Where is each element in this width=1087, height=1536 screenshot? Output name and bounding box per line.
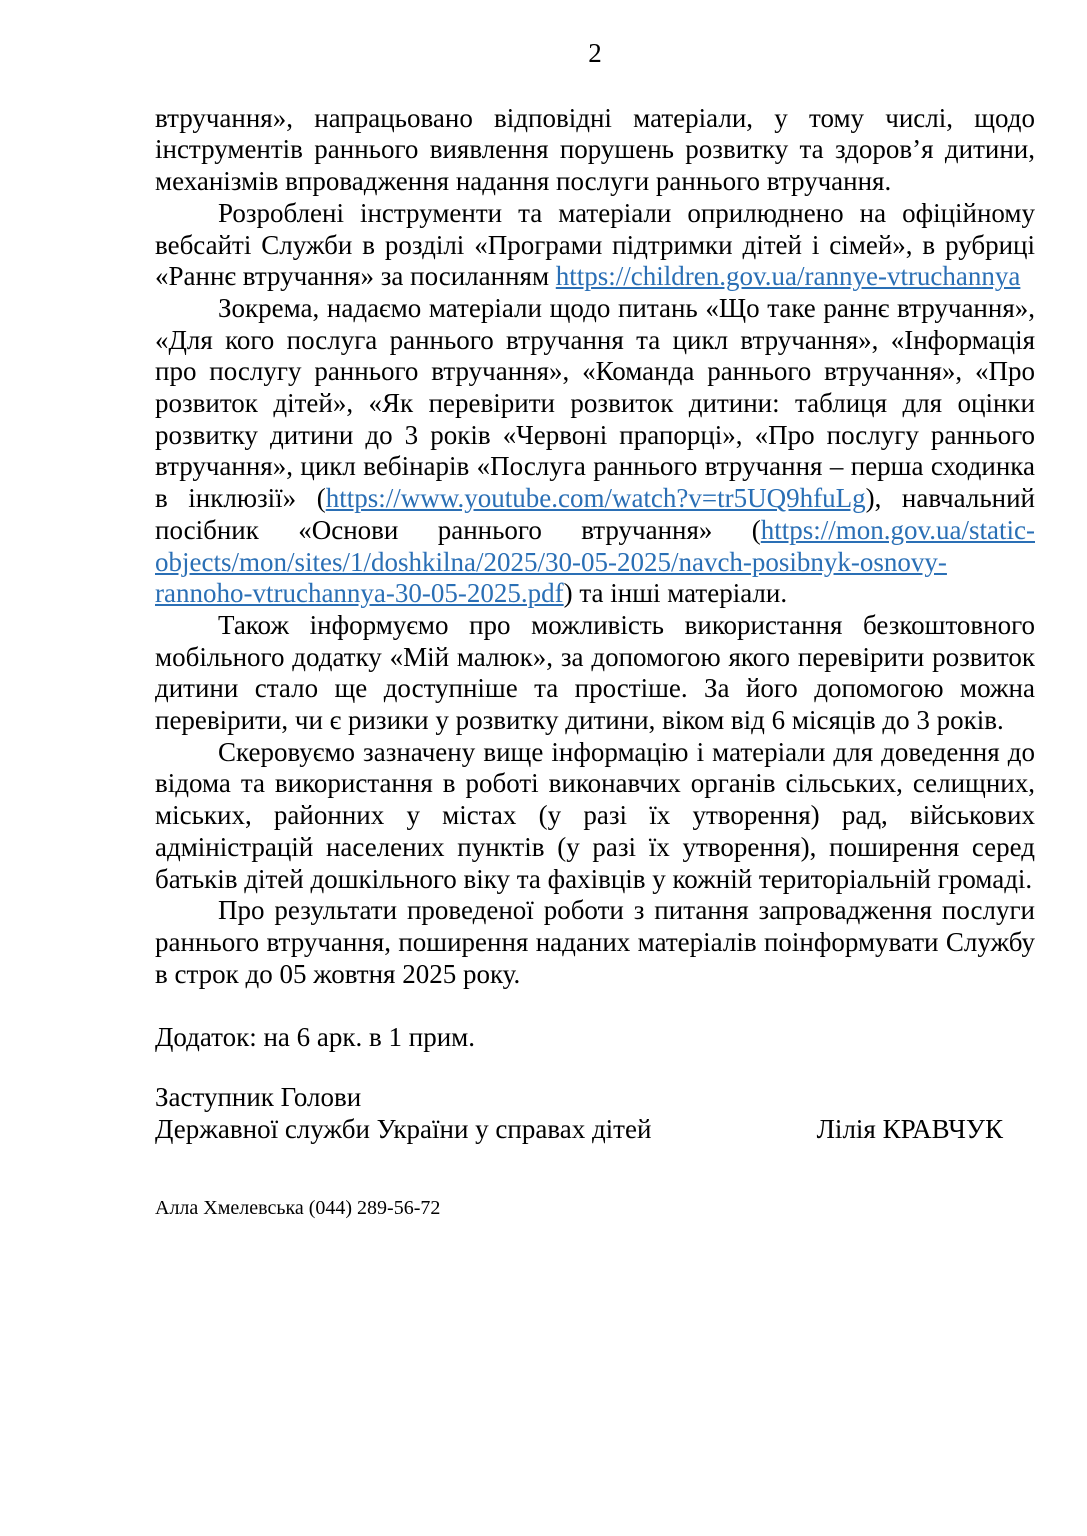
- paragraph-deadline: Про результати проведеної роботи з питання запровадження послуги раннього втручання, поширення наданих матеріалів поінформувати Службу в строк до 05 жовтня 2025 року.: [155, 895, 1035, 989]
- link-children-gov-ua[interactable]: https://children.gov.ua/rannye-vtruchannya: [555, 261, 1021, 292]
- paragraph-mobile-app: Також інформуємо про можливість використання безкоштовного мобільного додатку «Мій малюк», за допомогою якого перевірити розвиток дитини стало ще доступніше та простіше. За його допомогою можна перевірити, чи є ризики у розвитку дитини, віком від 6 місяців до 3 років.: [155, 609, 1035, 736]
- paragraph-materials-list-text-3: ) та інші матеріали.: [563, 578, 788, 609]
- paragraph-distribution: Скеровуємо зазначену вище інформацію і матеріали для доведення до відома та використання в роботі виконавчих органів сільських, селищних, міських, районних у містах (у разі їх утворення) рад, військових адміністрацій населених пунктів (у разі їх утворення), поширення серед батьків дітей дошкільного віку та фахівців у кожній територіальній громаді.: [155, 736, 1035, 894]
- attachment-note: Додаток: на 6 арк. в 1 прим.: [155, 1022, 475, 1053]
- signatory-name: Лілія КРАВЧУК: [816, 1113, 1003, 1144]
- paragraph-website-info-text: Розроблені інструменти та матеріали оприлюднено на офіційному вебсайті Служби в розділі «Програми підтримки дітей і сімей», в рубриці «Раннє втручання» за посиланням: [155, 197, 1035, 292]
- page-number: 2: [588, 38, 602, 68]
- paragraph-materials-list-text-1: Зокрема, надаємо матеріали щодо питань «Що таке раннє втручання», «Для кого послуга раннього втручання та цикл втручання», «Інформація про послугу раннього втручання», «Команда раннього втручання», «Про розвиток дітей», «Як перевірити розвиток дитини: таблиця для оцінки розвитку дитини до 3 років «Червоні прапорці», «Про послугу раннього втручання», цикл вебінарів «Послуга раннього втручання – перша сходинка в інклюзії» (: [155, 292, 1035, 514]
- paragraph-materials-list-text-2: ), навчальний посібник «Основи раннього втручання» (: [155, 483, 1035, 545]
- signature-position-line1: Заступник Голови: [155, 1082, 362, 1113]
- signature-row: [155, 1114, 1035, 1146]
- paragraph-materials-list: [155, 293, 1035, 610]
- link-youtube-webinar[interactable]: https://www.youtube.com/watch?v=tr5UQ9hfuLg: [325, 483, 866, 514]
- signature-position-line2: Державної служби України у справах дітей: [155, 1113, 652, 1144]
- signature-block: [155, 1082, 1035, 1145]
- paragraph-continuation: втручання», напрацьовано відповідні матеріали, у тому числі, щодо інструментів раннього виявлення порушень розвитку та здоров’я дитини, механізмів впровадження надання послуги раннього втручання.: [155, 102, 1035, 197]
- paragraph-website-info: [155, 198, 1035, 293]
- executor-contact: Алла Хмелевська (044) 289-56-72: [155, 1196, 441, 1219]
- link-mon-gov-ua-posibnyk[interactable]: https://mon.gov.ua/static-objects/mon/sites/1/doshkilna/2025/30-05-2025/navch-posibnyk-osnovy-rannoho-vtruchannya-30-05-2025.pdf: [155, 514, 1035, 609]
